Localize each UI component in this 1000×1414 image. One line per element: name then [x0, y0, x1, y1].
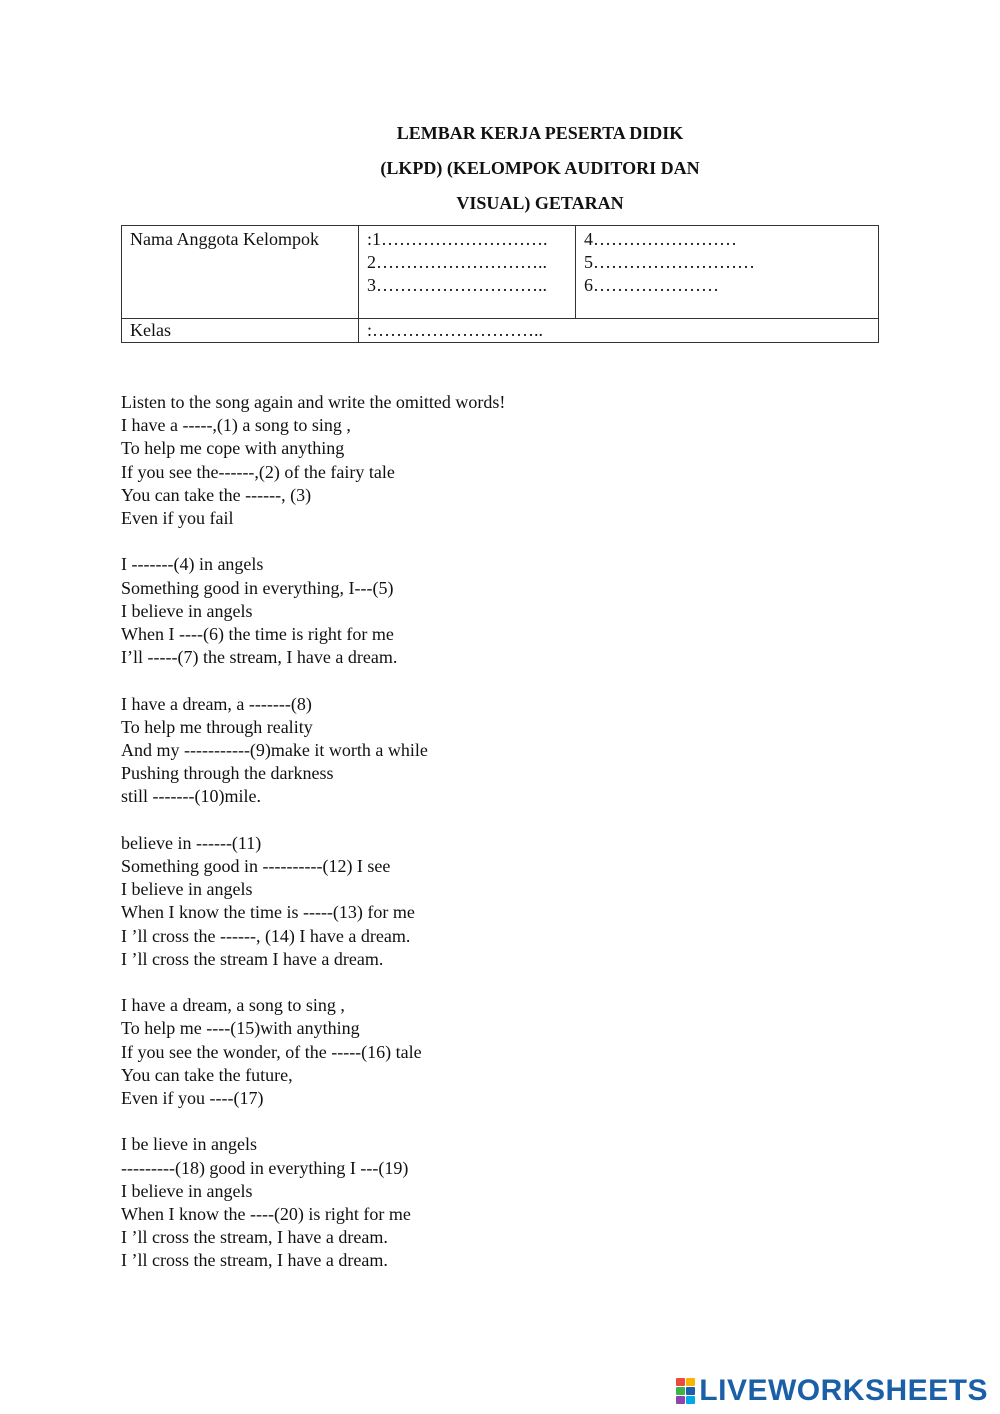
members-label-cell [122, 226, 359, 319]
member-3-field[interactable]: 3……………………….. [367, 275, 547, 295]
lyrics-stanza [121, 414, 881, 530]
lyrics-stanza [121, 1133, 881, 1272]
class-label: Kelas [130, 320, 171, 340]
logo-text: LIVEWORKSHEETS [699, 1374, 988, 1407]
lyric-line: I believe in angels [121, 879, 253, 900]
lyrics-stanza [121, 832, 881, 971]
lyric-line: still -------(10)mile. [121, 786, 261, 807]
members-row [122, 226, 879, 319]
lyric-line: I believe in angels [121, 1180, 253, 1201]
lyric-line: Pushing through the darkness [121, 763, 334, 784]
logo-mark-square [676, 1387, 685, 1395]
lyric-line: When I know the ----(20) is right for me [121, 1204, 411, 1225]
lyrics-exercise [121, 391, 881, 1296]
lyric-line: I ’ll cross the stream, I have a dream. [121, 1227, 388, 1248]
logo-mark-square [686, 1378, 695, 1386]
lyric-line: I have a dream, a -------(8) [121, 693, 312, 714]
members-left-cell[interactable] [359, 226, 576, 319]
instruction-text: Listen to the song again and write the omitted words! [121, 392, 506, 412]
class-row [122, 319, 879, 343]
lyrics-stanzas [121, 414, 881, 1272]
group-info-table [121, 225, 879, 343]
lyrics-stanza [121, 553, 881, 669]
lyrics-stanza [121, 693, 881, 809]
lyric-line: When I know the time is -----(13) for me [121, 902, 415, 923]
members-right-cell[interactable] [576, 226, 879, 319]
lyric-line: To help me ----(15)with anything [121, 1018, 360, 1039]
lyric-line: You can take the ------, (3) [121, 484, 312, 505]
logo-mark-square [686, 1387, 695, 1395]
lyric-line: Even if you ----(17) [121, 1088, 264, 1109]
page-title-line-1: LEMBAR KERJA PESERTA DIDIK [396, 123, 684, 143]
lyric-line: believe in ------(11) [121, 832, 262, 853]
lyrics-stanza [121, 994, 881, 1110]
liveworksheets-logo [676, 1374, 988, 1408]
lyric-line: I be lieve in angels [121, 1134, 257, 1155]
lyric-line: I ’ll cross the stream I have a dream. [121, 948, 384, 969]
member-1-field[interactable]: :1………………………. [367, 229, 548, 249]
lyric-line: If you see the wonder, of the -----(16) tale [121, 1041, 422, 1062]
lyric-line: ---------(18) good in everything I ---(19) [121, 1157, 409, 1178]
lyric-line: Something good in everything, I---(5) [121, 577, 394, 598]
lyric-line: When I ----(6) the time is right for me [121, 624, 394, 645]
page-title-line-2: (LKPD) (KELOMPOK AUDITORI DAN [380, 158, 700, 178]
member-5-field[interactable]: 5……………………… [584, 252, 755, 272]
lyric-line: I have a dream, a song to sing , [121, 995, 345, 1016]
lyric-line: I ’ll cross the ------, (14) I have a dream. [121, 925, 411, 946]
lyric-line: If you see the------,(2) of the fairy tale [121, 461, 395, 482]
lyric-line: Something good in ----------(12) I see [121, 856, 391, 877]
member-2-field[interactable]: 2……………………….. [367, 252, 547, 272]
lyric-line: And my -----------(9)make it worth a while [121, 740, 428, 761]
members-label: Nama Anggota Kelompok [130, 229, 319, 249]
logo-mark-square [686, 1396, 695, 1404]
class-field[interactable]: :……………………….. [367, 320, 544, 340]
logo-mark-square [676, 1378, 685, 1386]
member-4-field[interactable]: 4…………………… [584, 229, 737, 249]
lyric-line: Even if you fail [121, 508, 234, 529]
lyric-line: I believe in angels [121, 600, 253, 621]
lyric-line: To help me through reality [121, 716, 313, 737]
lyric-line: You can take the future, [121, 1064, 293, 1085]
lyric-line: I’ll -----(7) the stream, I have a dream. [121, 647, 398, 668]
member-6-field[interactable]: 6………………… [584, 275, 719, 295]
lyric-line: I ’ll cross the stream, I have a dream. [121, 1250, 388, 1271]
liveworksheets-logo-icon [676, 1378, 695, 1404]
class-value-cell[interactable] [359, 319, 879, 343]
class-label-cell [122, 319, 359, 343]
lyric-line: To help me cope with anything [121, 438, 345, 459]
page-title-line-3: VISUAL) GETARAN [456, 193, 624, 213]
logo-mark-square [676, 1396, 685, 1404]
lyric-line: I have a -----,(1) a song to sing , [121, 415, 351, 436]
lyric-line: I -------(4) in angels [121, 554, 264, 575]
